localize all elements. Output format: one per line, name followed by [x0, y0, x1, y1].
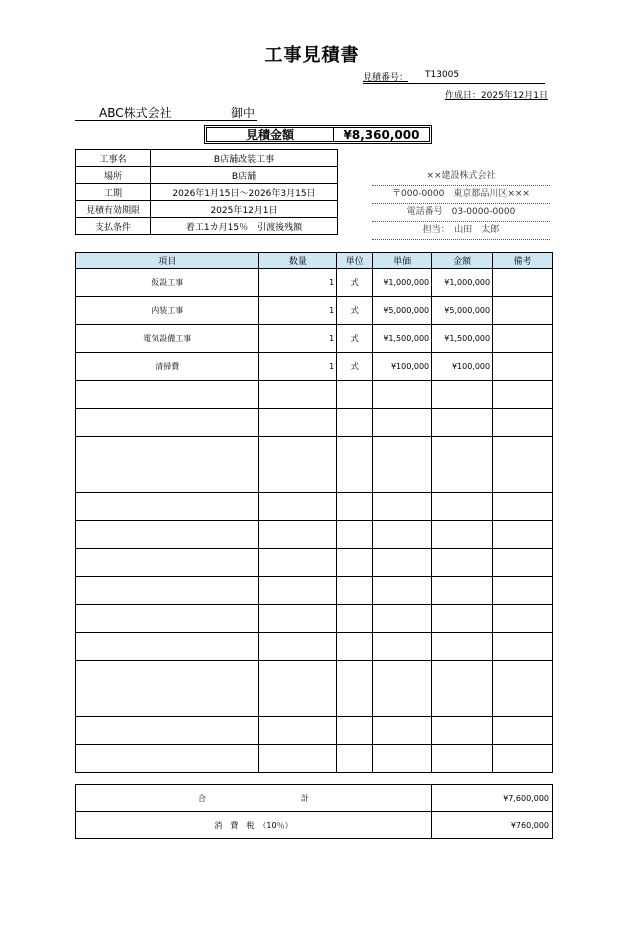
empty-row [76, 521, 553, 549]
estimate-number-label: 見積番号： [363, 73, 409, 83]
line-items-table [75, 252, 553, 773]
info-value: 2026年1月15日～2026年3月15日 [151, 184, 338, 201]
info-row [76, 201, 338, 218]
header-qty: 数量 [259, 253, 337, 269]
page-title: 工事見積書 [264, 45, 360, 66]
header-item: 項目 [76, 253, 259, 269]
estimate-number [363, 70, 545, 84]
row-price: ¥1,000,000 [373, 269, 432, 297]
empty-row [76, 605, 553, 633]
table-header-row [76, 253, 553, 269]
empty-row [76, 381, 553, 409]
header-amount: 金額 [432, 253, 493, 269]
header-note: 備考 [493, 253, 553, 269]
info-row [76, 150, 338, 167]
table-row [76, 325, 553, 353]
company-name: ××建設株式会社 [372, 168, 550, 186]
row-item: 電気設備工事 [76, 325, 259, 353]
row-item: 清掃費 [76, 353, 259, 381]
row-note [493, 353, 553, 381]
estimate-number-value: T13005 [425, 70, 460, 80]
row-qty: 1 [259, 269, 337, 297]
project-info-table [75, 149, 338, 235]
tax-label: 消 費 税 （10％） [76, 812, 432, 839]
empty-row [76, 437, 553, 493]
empty-row [76, 661, 553, 717]
info-key: 支払条件 [76, 218, 151, 235]
row-price: ¥100,000 [373, 353, 432, 381]
info-key: 見積有効期限 [76, 201, 151, 218]
row-note [493, 297, 553, 325]
row-price: ¥1,500,000 [373, 325, 432, 353]
estimate-total-value: ¥8,360,000 [343, 128, 420, 142]
info-value: B店舗 [151, 167, 338, 184]
tax-value: ¥760,000 [432, 812, 553, 839]
info-value: 2025年12月1日 [151, 201, 338, 218]
company-address: 〒000-0000 東京都品川区××× [372, 186, 550, 204]
info-key: 工事名 [76, 150, 151, 167]
row-amount: ¥100,000 [432, 353, 493, 381]
info-row [76, 167, 338, 184]
info-value: B店舗改装工事 [151, 150, 338, 167]
table-row [76, 269, 553, 297]
empty-row [76, 493, 553, 521]
row-note [493, 325, 553, 353]
row-unit: 式 [337, 325, 373, 353]
summary-table [75, 784, 553, 839]
info-row [76, 184, 338, 201]
subtotal-value: ¥7,600,000 [432, 785, 553, 812]
empty-row [76, 633, 553, 661]
company-person: 担当： 山田 太郎 [372, 222, 550, 240]
row-item: 内装工事 [76, 297, 259, 325]
row-unit: 式 [337, 353, 373, 381]
estimate-total-box [204, 125, 432, 144]
info-key: 工期 [76, 184, 151, 201]
info-key: 場所 [76, 167, 151, 184]
info-row [76, 218, 338, 235]
table-row [76, 353, 553, 381]
row-note [493, 269, 553, 297]
empty-row [76, 549, 553, 577]
row-qty: 1 [259, 325, 337, 353]
empty-row [76, 717, 553, 745]
client-honorific: 御中 [231, 106, 256, 120]
tax-row [76, 812, 553, 839]
created-date: 作成日：2025年12月1日 [444, 91, 548, 101]
subtotal-label-second: 計 [301, 793, 310, 803]
client-name: ABC株式会社 [99, 106, 172, 120]
empty-row [76, 577, 553, 605]
company-phone: 電話番号 03-0000-0000 [372, 204, 550, 222]
header-unit: 単位 [337, 253, 373, 269]
subtotal-label [76, 785, 432, 812]
table-row [76, 297, 553, 325]
empty-row [76, 745, 553, 773]
row-amount: ¥5,000,000 [432, 297, 493, 325]
info-value: 着工1カ月15％ 引渡後残額 [151, 218, 338, 235]
row-qty: 1 [259, 353, 337, 381]
subtotal-row [76, 785, 553, 812]
estimate-total-label: 見積金額 [207, 128, 334, 141]
company-block [372, 168, 550, 240]
row-price: ¥5,000,000 [373, 297, 432, 325]
row-amount: ¥1,000,000 [432, 269, 493, 297]
row-qty: 1 [259, 297, 337, 325]
row-unit: 式 [337, 269, 373, 297]
row-item: 仮設工事 [76, 269, 259, 297]
row-amount: ¥1,500,000 [432, 325, 493, 353]
row-unit: 式 [337, 297, 373, 325]
subtotal-label-first: 合 [197, 793, 206, 803]
header-price: 単価 [373, 253, 432, 269]
client-line [75, 104, 257, 121]
empty-row [76, 409, 553, 437]
